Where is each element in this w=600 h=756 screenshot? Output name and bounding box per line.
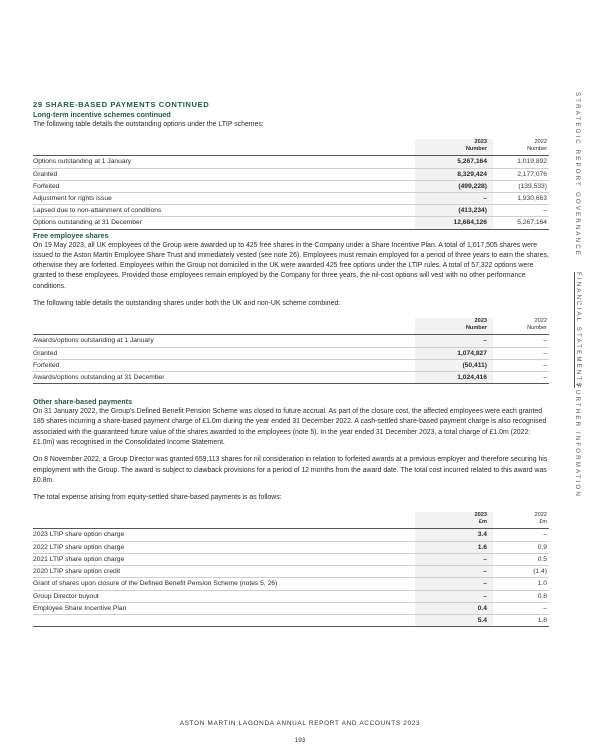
value-2023: 5,267,164 — [415, 156, 493, 168]
col-2022-header: 2022 £m — [534, 512, 547, 526]
table-row — [33, 347, 549, 359]
table-row — [33, 168, 549, 180]
row-label: Awards/options outstanding at 1 January — [33, 335, 415, 347]
value-2022: – — [493, 205, 549, 217]
free-shares-table — [33, 318, 549, 384]
table-row — [33, 180, 549, 192]
table-row — [33, 578, 549, 590]
other-payments-heading: Other share-based payments — [33, 397, 133, 407]
value-2023: 8,329,424 — [415, 168, 493, 180]
other-payments-para-2: On 8 November 2022, a Group Director was granted 659,113 shares for nil consideration in relation to forfeited awards at a previous employer and therefore securing his employment with the Group. The award is subject to clawback provisions for a period of 12 months from the award date. The total cost incurred related to this award was £0.8m. — [33, 456, 548, 484]
row-label: Options outstanding at 1 January — [33, 156, 415, 168]
row-label: Grant of shares upon closure of the Defined Benefit Pension Scheme (notes 5, 26) — [33, 578, 415, 590]
row-label: Granted — [33, 347, 415, 359]
value-2022: – — [493, 602, 549, 614]
table-row — [33, 529, 549, 541]
section-title: 29 SHARE-BASED PAYMENTS CONTINUED — [33, 100, 210, 109]
value-2022: 1.0 — [493, 578, 549, 590]
value-2022: 1.8 — [493, 614, 549, 626]
table-row — [33, 553, 549, 565]
table-row — [33, 156, 549, 168]
table-row — [33, 192, 549, 204]
table-total-row — [33, 614, 549, 626]
free-shares-para-1: On 19 May 2023, all UK employees of the Group were awarded up to 425 free shares in the Company under a Share Incentive Plan. A total of 1,017,505 shares were issued to the Aston Martin Employee Share Trust and immediately vested (see note 26). Employees must remain employed for a period of three years to earn the shares, otherwise they are forfeited. Employees within the Group not domiciled in the UK were awarded 425 free options under the LTIP rules. A total of 57,322 options were granted to these employees. Provided those employees remain employed by the Company for three years, the nil-cost options will vest with no other performance conditions. — [33, 241, 549, 290]
row-label: Employee Share Incentive Plan — [33, 602, 415, 614]
value-2022: 0.8 — [493, 590, 549, 602]
table-row — [33, 566, 549, 578]
ltip-intro: The following table details the outstanding options under the LTIP schemes: — [33, 121, 264, 128]
table-row — [33, 590, 549, 602]
row-label: Group Director buyout — [33, 590, 415, 602]
value-2023: 12,684,126 — [415, 217, 493, 229]
col-2023-header: 2023 Number — [415, 318, 493, 335]
value-2022: – — [493, 347, 549, 359]
value-2022: (1.4) — [493, 566, 549, 578]
row-label: Forfeited — [33, 180, 415, 192]
row-label: Granted — [33, 168, 415, 180]
expense-table — [33, 512, 549, 627]
value-2022: 1,930,663 — [493, 192, 549, 204]
row-label: 2020 LTIP share option credit — [33, 566, 415, 578]
value-2023: 3.4 — [415, 529, 493, 541]
value-2023: – — [415, 578, 493, 590]
table-total-row — [33, 217, 549, 229]
table-total-row — [33, 371, 549, 383]
row-label: Options outstanding at 31 December — [33, 217, 415, 229]
row-label: Awards/options outstanding at 31 December — [33, 371, 415, 383]
report-footer-title: ASTON MARTIN LAGONDA ANNUAL REPORT AND ACCOUNTS 2023 — [179, 720, 421, 727]
table-row — [33, 205, 549, 217]
page-content — [33, 100, 549, 627]
col-2023-header: 2023 £m — [415, 512, 493, 529]
free-shares-heading: Free employee shares — [33, 230, 109, 240]
nav-further-information[interactable]: FURTHER INFORMATION — [574, 384, 581, 498]
value-2022: 0.9 — [493, 541, 549, 553]
value-2023: 1,074,827 — [415, 347, 493, 359]
value-2023: (413,234) — [415, 205, 493, 217]
value-2023: 1.6 — [415, 541, 493, 553]
table-row — [33, 602, 549, 614]
value-2022: 0.5 — [493, 553, 549, 565]
value-2023: – — [415, 553, 493, 565]
value-2022: – — [493, 359, 549, 371]
value-2022: – — [493, 529, 549, 541]
row-label: Forfeited — [33, 359, 415, 371]
col-2022-header: 2022 Number — [527, 318, 547, 332]
nav-governance[interactable]: GOVERNANCE — [574, 192, 581, 258]
value-2023: – — [415, 590, 493, 602]
row-label: 2021 LTIP share option charge — [33, 553, 415, 565]
free-shares-para-2: The following table details the outstanding shares under both the UK and non-UK scheme combined: — [33, 300, 341, 307]
row-label: 2023 LTIP share option charge — [33, 529, 415, 541]
ltip-heading: Long-term incentive schemes continued — [33, 110, 171, 119]
nav-strategic-report[interactable]: STRATEGIC REPORT — [574, 92, 581, 188]
other-payments-para-3: The total expense arising from equity-settled share-based payments is as follows: — [33, 494, 282, 502]
value-2023: 5.4 — [415, 614, 493, 626]
page-number: 193 — [294, 737, 306, 744]
value-2022: (139,533) — [493, 180, 549, 192]
section-side-nav — [574, 92, 586, 498]
row-label: Adjustment for rights issue — [33, 192, 415, 204]
value-2022: 5,267,164 — [493, 217, 549, 229]
col-2022-header: 2022 Number — [527, 139, 547, 153]
row-label: Lapsed due to non-attainment of conditions — [33, 205, 415, 217]
other-payments-para-1: On 31 January 2022, the Group's Defined Benefit Pension Scheme was closed to future accrual. As part of the closure cost, the affected employees were each granted 185 shares incurring a share-based payment charge of £1.0m during the year ended 31 December 2022. A cash-settled share-based payment charge is also recognised associated with the guaranteed future value of the shares awarded to the employees (note 5). In the year ended 31 December 2023, a total charge of £1.0m (2022: £1.0m) was recognised in the Consolidated Income Statement. — [33, 408, 547, 446]
value-2023: 1,024,416 — [415, 371, 493, 383]
value-2023: (50,411) — [415, 359, 493, 371]
value-2023: 0.4 — [415, 602, 493, 614]
value-2022: 2,177,076 — [493, 168, 549, 180]
value-2023: – — [415, 192, 493, 204]
nav-financial-statements[interactable]: FINANCIAL STATEMENTS — [575, 272, 582, 389]
row-label: 2022 LTIP share option charge — [33, 541, 415, 553]
value-2023: (499,228) — [415, 180, 493, 192]
value-2023: – — [415, 566, 493, 578]
value-2022: – — [493, 335, 549, 347]
table-row — [33, 541, 549, 553]
ltip-options-table — [33, 139, 549, 229]
col-2023-header: 2023 Number — [415, 139, 493, 156]
row-label — [33, 614, 415, 626]
table-row — [33, 359, 549, 371]
value-2022: 1,019,892 — [493, 156, 549, 168]
table-row — [33, 335, 549, 347]
value-2023: – — [415, 335, 493, 347]
value-2022: – — [493, 371, 549, 383]
